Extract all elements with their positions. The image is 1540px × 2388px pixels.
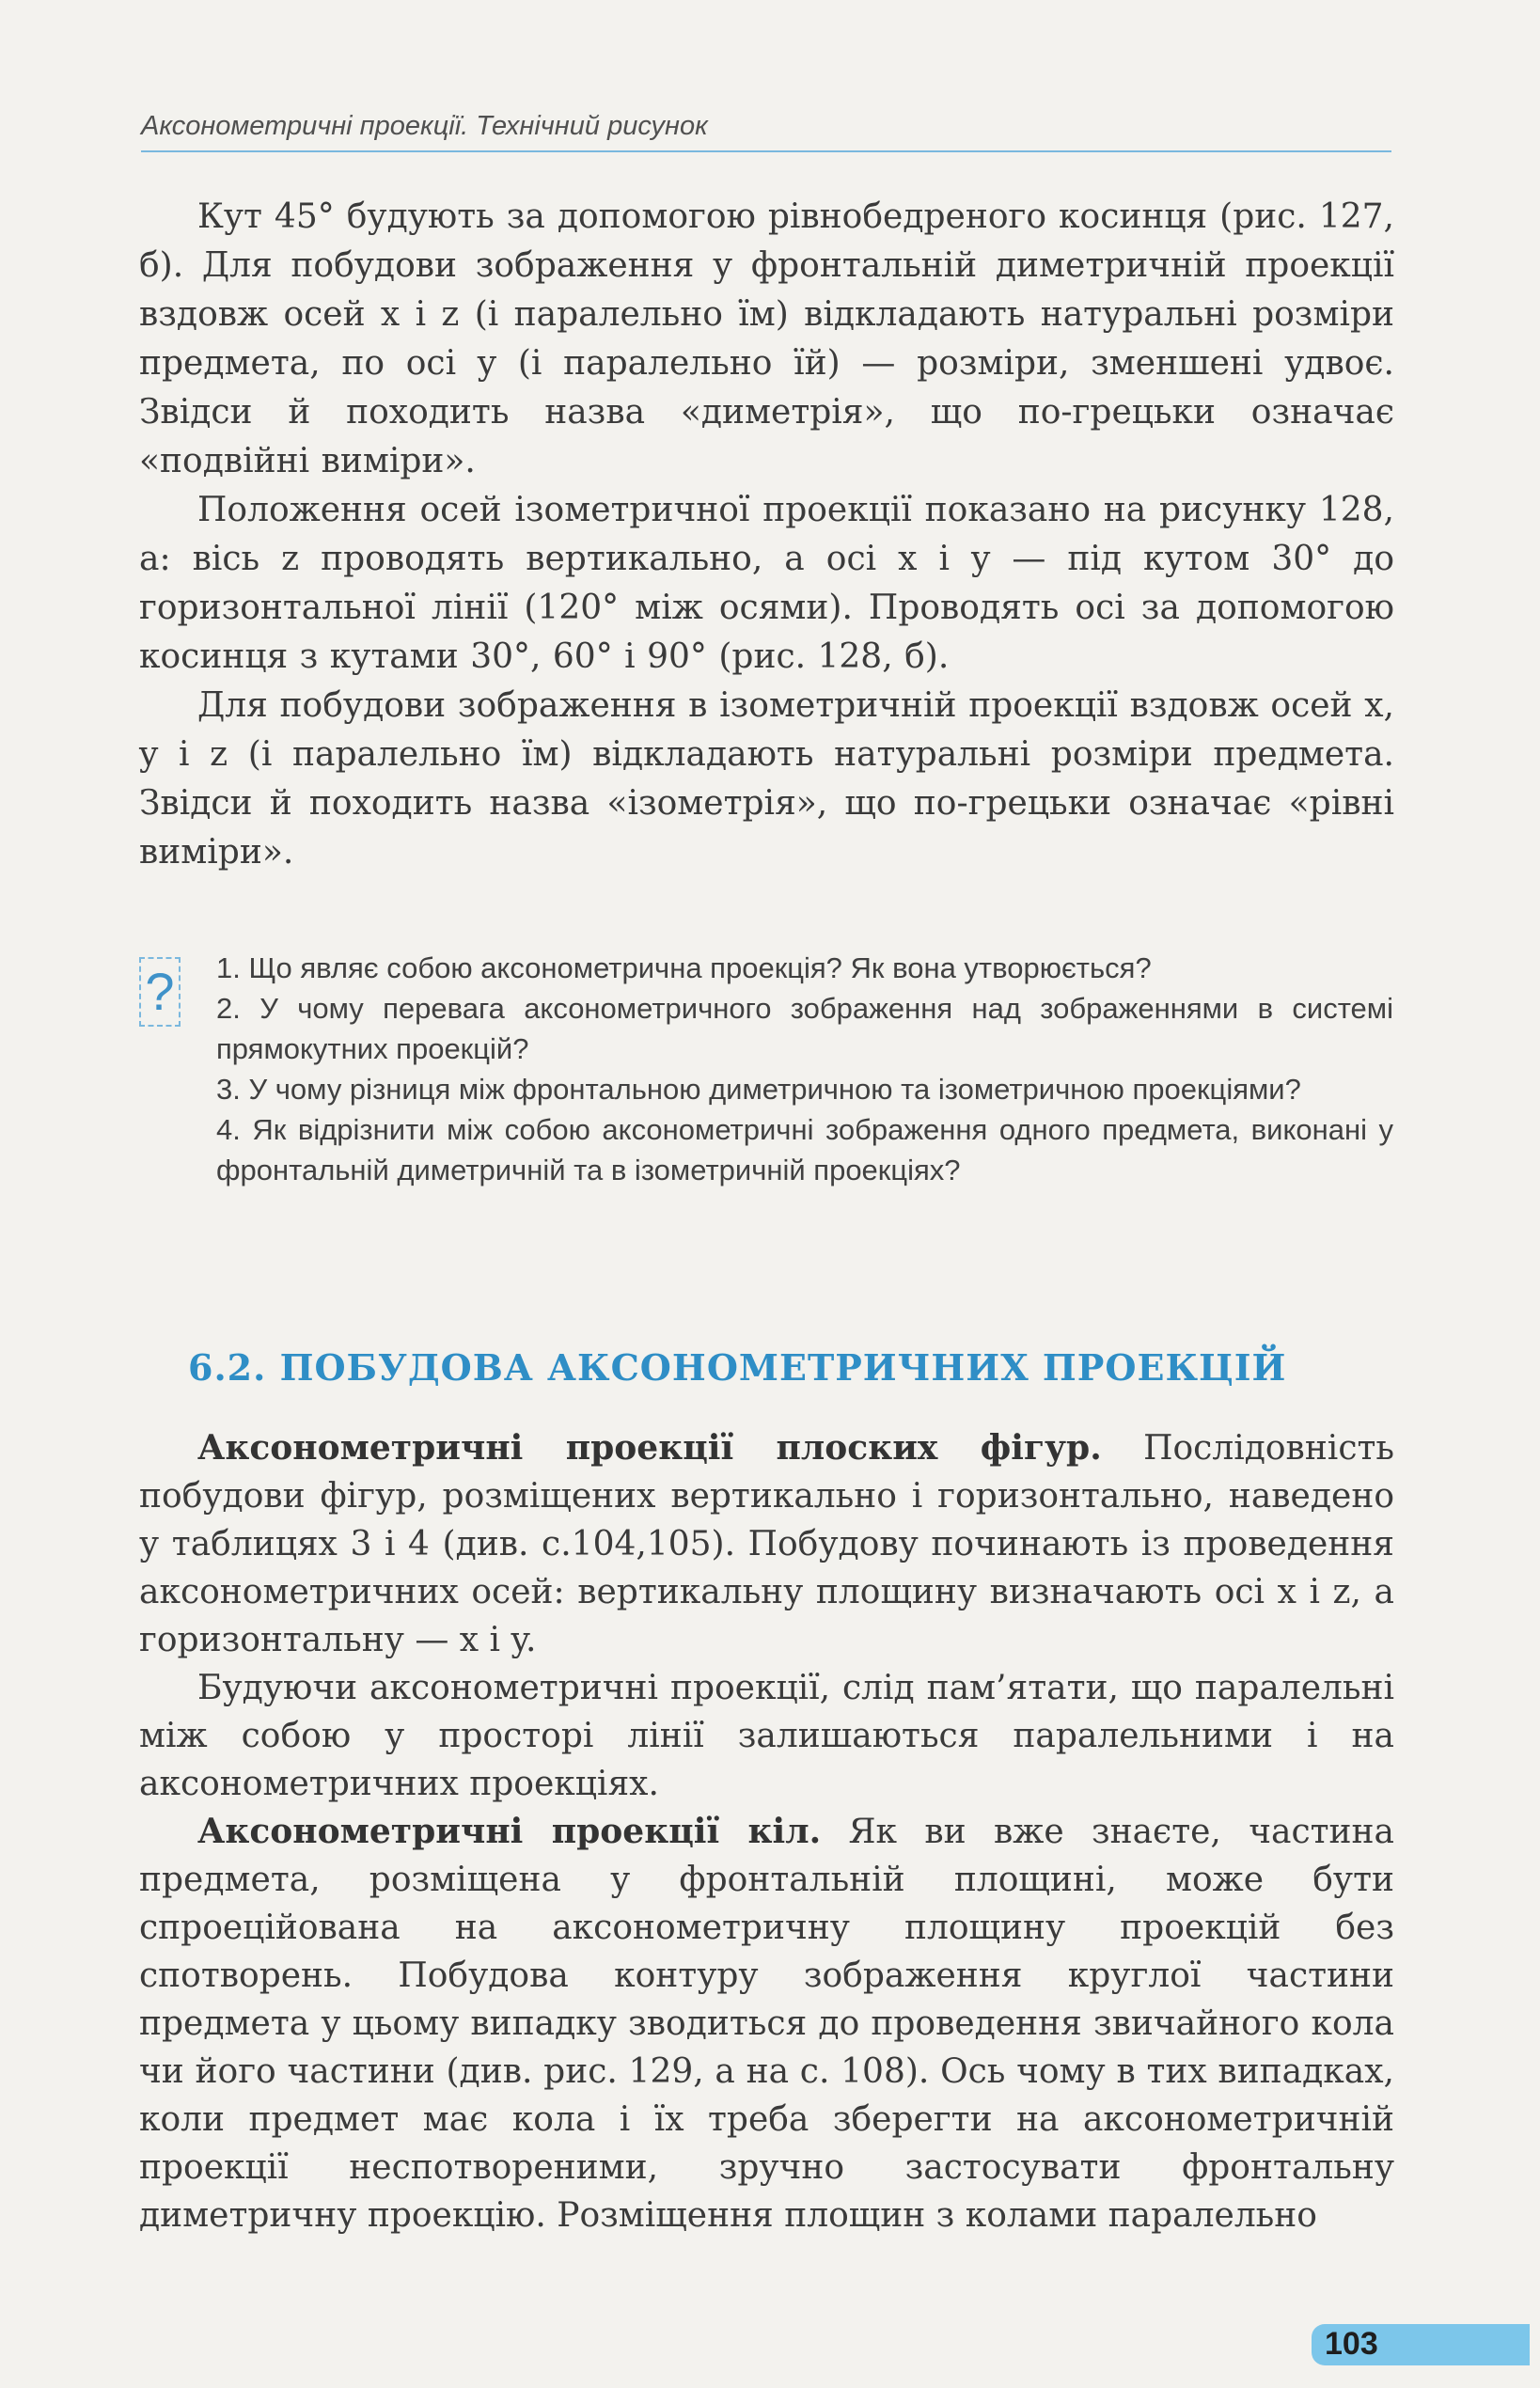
question-list (216, 948, 1393, 1190)
paragraph-diametric: Кут 45° будують за допомогою рівнобедреного косинця (рис. 127, б). Для побудови зображення у фронтальній диметричній проекції вздовж осей x і z (і паралельно їм) відкладають натуральні розміри предмета, по осі y (і паралельно їй) — розміри, зменшені удвоє. Звідси й походить назва «диметрія», що по-грецьки означає «подвійні виміри». (139, 197, 1394, 480)
running-header: Аксонометричні проекції. Технічний рисунок (141, 111, 708, 141)
lead-plane-figures: Аксонометричні проекції плоских фігур. (197, 1428, 1102, 1468)
section-title: 6.2. ПОБУДОВА АКСОНОМЕТРИЧНИХ ПРОЕКЦІЙ (188, 1346, 1287, 1389)
paragraph-isometric-build: Для побудови зображення в ізометричній проекції вздовж осей x, y і z (і паралельно їм) відкладають натуральні розміри предмета. Звідси й походить назва «ізометрія», що по-грецьки означає «рівні виміри». (139, 686, 1394, 872)
paragraph-circles (139, 1808, 1394, 2239)
page-number: 103 (1325, 2326, 1378, 2362)
question-item: 3. У чому різниця між фронтальною диметричною та ізометричною проекціями? (216, 1073, 1301, 1106)
question-item: 1. Що являє собою аксонометрична проекція? Як вона утворюється? (216, 951, 1152, 984)
text-circles: Як ви вже знаєте, частина предмета, розміщена у фронтальній площині, може бути спроеційована на аксонометричну площину проекцій без спотворень. Побудова контуру зображення круглої частини предмета у цьому випадку зводиться до проведення звичайного кола чи його частини (див. рис. 129, а на с. 108). Ось чому в тих випадках, коли предмет має кола і їх треба зберегти на аксонометричній проекції неспотвореними, зручно застосувати фронтальну диметричну проекцію. Розміщення площин з колами паралельно (139, 1813, 1394, 2235)
text-plane-figures: Послідовність побудови фігур, розміщених вертикально і горизонтально, наведено у таблицях 3 і 4 (див. с.104,105). Побудову починають із проведення аксонометричних осей: вертикальну площину визначають осі x і z, а горизонтальну — x і y. (139, 1429, 1394, 1659)
question-item: 4. Як відрізнити між собою аксонометричні зображення одного предмета, виконані у фронтальній диметричній та в ізометричній проекціях? (216, 1113, 1393, 1186)
paragraph-plane-figures (139, 1424, 1394, 1664)
question-item: 2. У чому перевага аксонометричного зображення над зображеннями в системі прямокутних проекцій? (216, 992, 1393, 1065)
paragraph-isometric-axes: Положення осей ізометричної проекції показано на рисунку 128, а: вісь z проводять вертикально, а осі x і y — під кутом 30° до горизонтальної лінії (120° між осями). Проводять осі за допомогою косинця з кутами 30°, 60° і 90° (рис. 128, б). (139, 491, 1394, 676)
page-number-tab (1312, 2324, 1530, 2365)
question-mark-icon: ? (139, 957, 181, 1027)
lead-circles: Аксонометричні проекції кіл. (197, 1812, 822, 1851)
section-text (139, 1424, 1394, 2239)
paragraph-parallel-lines: Будуючи аксонометричні проекції, слід пам’ятати, що паралельні між собою у просторі лінії залишаються паралельними і на аксонометричних проекціях. (139, 1669, 1394, 1803)
body-text (139, 193, 1394, 877)
header-rule (141, 150, 1391, 152)
